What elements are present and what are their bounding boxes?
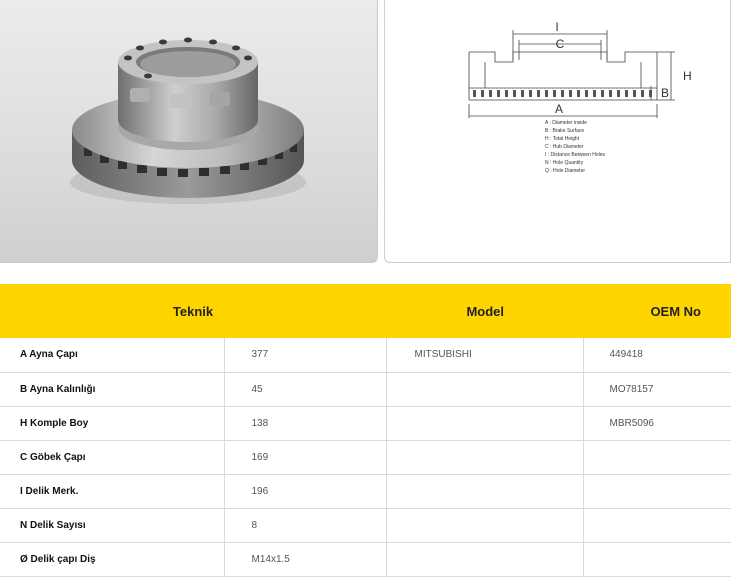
legend-item: N : Hole Quantity: [545, 160, 584, 166]
dim-label-i: I: [555, 20, 559, 34]
row-model: [386, 474, 583, 508]
dim-label-b: B: [661, 86, 670, 100]
row-label: N Delik Sayısı: [0, 508, 224, 542]
legend-item: A : Diameter inside: [545, 120, 587, 126]
legend-item: B : Brake Surface: [545, 128, 585, 134]
row-value: 169: [224, 440, 386, 474]
legend-item: H : Total Height: [545, 136, 580, 142]
header-oem: OEM No: [583, 284, 731, 338]
table-header-row: [0, 284, 731, 338]
row-value: 8: [224, 508, 386, 542]
dimension-drawing: [385, 0, 731, 263]
row-oem: [583, 474, 731, 508]
row-oem: [583, 508, 731, 542]
table-row: [0, 542, 731, 576]
row-oem: [583, 542, 731, 576]
row-value: 45: [224, 372, 386, 406]
technical-diagram: [384, 0, 731, 263]
row-model: [386, 406, 583, 440]
row-oem: 449418: [583, 338, 731, 372]
brake-disc-image: [0, 0, 378, 263]
row-oem: MBR5096: [583, 406, 731, 440]
row-value: 377: [224, 338, 386, 372]
header-model: Model: [386, 284, 583, 338]
row-value: 138: [224, 406, 386, 440]
row-value: 196: [224, 474, 386, 508]
row-model: MITSUBISHI: [386, 338, 583, 372]
row-oem: [583, 440, 731, 474]
row-model: [386, 440, 583, 474]
table-row: [0, 440, 731, 474]
dim-label-h: H: [683, 69, 692, 83]
row-model: [386, 542, 583, 576]
row-label: H Komple Boy: [0, 406, 224, 440]
dim-label-c: C: [555, 37, 565, 51]
row-label: B Ayna Kalınlığı: [0, 372, 224, 406]
row-model: [386, 372, 583, 406]
spec-table: [0, 284, 731, 577]
legend-item: C : Hub Diameter: [545, 144, 584, 150]
row-label: Ø Delik çapı Diş: [0, 542, 224, 576]
table-row: [0, 474, 731, 508]
header-technical: Teknik: [0, 284, 386, 338]
row-model: [386, 508, 583, 542]
table-row: [0, 508, 731, 542]
row-label: I Delik Merk.: [0, 474, 224, 508]
dim-label-a: A: [554, 102, 564, 116]
product-photo: [0, 0, 378, 263]
row-label: A Ayna Çapı: [0, 338, 224, 372]
legend-item: I : Distance Between Holes: [545, 152, 606, 158]
row-oem: MO78157: [583, 372, 731, 406]
diagram-legend: [545, 120, 606, 174]
row-label: C Göbek Çapı: [0, 440, 224, 474]
table-row: [0, 372, 731, 406]
table-row: [0, 406, 731, 440]
row-value: M14x1.5: [224, 542, 386, 576]
legend-item: Q : Hole Diameter: [545, 168, 586, 174]
table-row: [0, 338, 731, 372]
